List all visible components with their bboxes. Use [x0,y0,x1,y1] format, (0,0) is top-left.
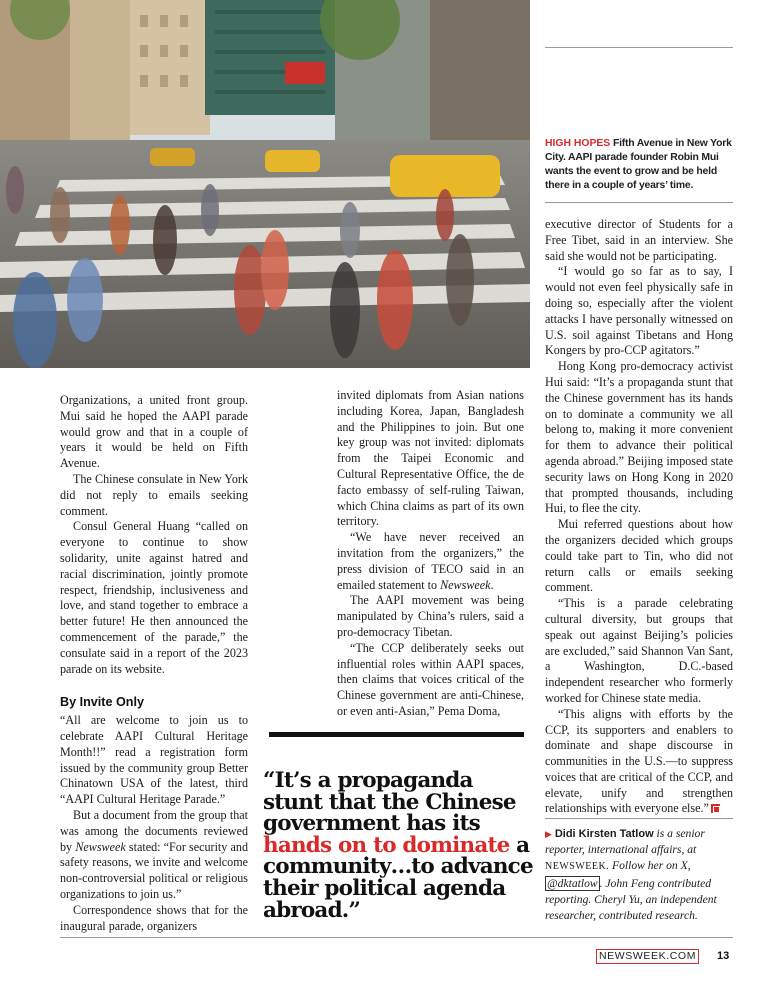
caption-kicker: HIGH HOPES [545,138,611,149]
author-bio [545,826,733,924]
paragraph: The Chinese consulate in New York did not reply to emails seeking comment. [60,471,248,518]
paragraph [337,530,524,593]
bio-text: . John Feng contributed reporting. Cheryl Yu, an independent researcher, contributed research. [545,876,717,923]
paragraph: “I would go so far as to say, I would not even feel physically safe in doing so, especially after the violent attacks I have personally witnessed on U.S. soil against Tibetans and Hong Kongers by pro-CCP agitators.” [545,264,733,358]
bio-text: . Follow her on X, [606,859,691,873]
paragraph: Correspondence shows that for the inaugural parade, organizers [60,902,248,933]
paragraph: Organizations, a united front group. Mui said he hoped the AAPI parade would grow and that in a couple of years it would be held on Fifth Avenue. [60,393,248,471]
pullquote [263,770,533,921]
author-handle-link[interactable]: @dktatlow [547,876,598,890]
article-column-1 [60,393,248,934]
pullquote-text: “It’s a propaganda stunt that the Chinese government has its [263,768,516,837]
paragraph: Hong Kong pro-democracy activist Hui said: “It’s a propaganda stunt that the Chinese government has its hands on to dominate a community we all belong to, making it more convenient for them to advance their political agenda abroad.” Beijing imposed state security laws on Hong Kong in 2020 that prompted thousands, including Hui, to flee the city. [545,359,733,516]
article-column-2 [337,388,524,720]
photo-caption [545,137,733,193]
paragraph: “This is a parade celebrating cultural diversity, but groups that speak out against Beijing’s policies are excluded,” said Shannon Van Sant, a Washington, D.C.-based independent researcher who formerly worked for Chinese state media. [545,596,733,705]
publication-name: NEWSWEEK [545,861,607,873]
paragraph: “All are welcome to join us to celebrate AAPI Cultural Heritage Month!!” read a registration form issued by the community group Better Chinatown USA of the latest, third “AAPI Cultural Heritage Parade.” [60,713,248,807]
caption-rule [545,202,733,203]
text-run: . [490,577,494,592]
bio-text: is a senior reporter, international affairs, at [545,827,705,857]
article-column-3 [545,217,733,817]
paragraph [60,808,248,903]
text-run: “This aligns with efforts by the CCP, its supporters and enablers to dominate and shape discourse in communities in the U.S.—to suppress voices that are critical of the CCP, and elevate, unify and strengthen relationships with everyone else.” [545,706,733,816]
publication-name: Newsweek [440,577,491,592]
top-rule [545,47,733,48]
paragraph: The AAPI movement was being manipulated by China’s rulers, said a pro-democracy Tibetan. [337,593,524,639]
red-triangle-icon: ▶ [545,829,552,839]
text-run: stated: “For security and safety reasons, we invite and welcome non-controversial political or religious organizations to join us.” [60,839,249,901]
section-subhead: By Invite Only [60,695,144,710]
paragraph [545,707,733,818]
author-name: Didi Kirsten Tatlow [554,828,654,840]
footer-rule [60,937,733,938]
paragraph: Mui referred questions about how the organizers decided which groups could take part to Tin, who did not return calls or emails seeking comment. [545,517,733,595]
text-run: But a document from the group that was among the documents reviewed by [60,807,248,854]
bio-rule [545,818,733,819]
caption-text: Fifth Avenue in New York City. AAPI parade founder Robin Mui wants the event to grow and be held there in a couple of years’ time. [545,138,732,191]
footer-site-link[interactable]: NEWSWEEK.COM [596,949,699,964]
article-photo [0,0,530,368]
text-run: “We have never received an invitation from the organizers,” the press division of TECO said in an emailed statement to [337,530,524,592]
pullquote-text: a community…to advance their political agenda abroad.” [263,832,533,923]
paragraph: executive director of Students for a Free Tibet, said in an interview. She said she would not be participating. [545,217,733,263]
paragraph: “The CCP deliberately seeks out influential roles within AAPI spaces, then claims that voices critical of the Chinese government are anti-Chinese, or even anti-Asian,” Pema Doma, [337,640,524,718]
page-number: 13 [717,950,730,962]
paragraph: Consul General Huang “called on everyone to continue to show solidarity, unite against hatred and racial discrimination, jointly promote respect, friendship, inclusiveness and love, and stand together to embrace a better future! He then announced the commencement of the parade,” the consulate said in a report of the 2023 parade on its website. [60,519,248,676]
pullquote-highlight: hands on to dominate [263,832,510,858]
newsweek-end-mark-icon [711,804,720,813]
paragraph: invited diplomats from Asian nations including Korea, Japan, Bangladesh and the Philippines to join. But one key group was not invited: diplomats from the Taipei Economic and Cultural Representative Office, the de facto embassy of self-ruling Taiwan, which China claims as part of its own territory. [337,388,524,529]
pullquote-bar [269,732,524,737]
publication-name: Newsweek [75,839,126,854]
